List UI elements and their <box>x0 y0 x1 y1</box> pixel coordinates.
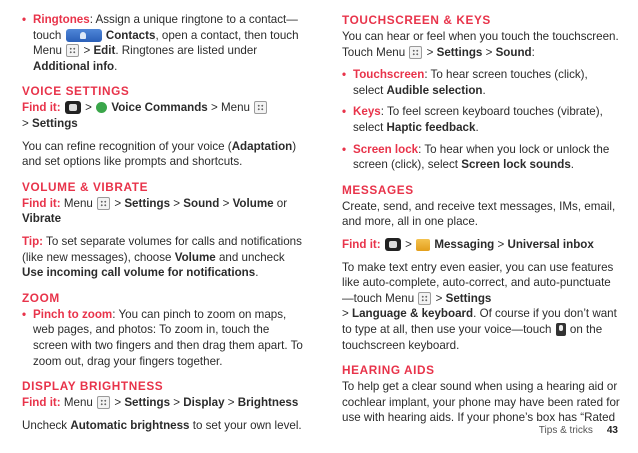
touchscreen-intro <box>342 29 620 60</box>
tip-label: Tip: <box>22 234 44 248</box>
haptic-feedback-label: Haptic feedback <box>386 120 476 134</box>
desc-text: Uncheck <box>22 418 71 432</box>
separator: > <box>81 101 96 115</box>
volume-tip <box>22 234 304 281</box>
messaging-label: Messaging <box>434 237 495 251</box>
contacts-label: Contacts <box>105 28 156 42</box>
hearing-desc: To help get a clear sound when using a hearing aid or cochlear implant, your phone may have been rated for use with hearing aids. If your phone’s box has “Rated <box>342 380 620 425</box>
menu-text: > Menu <box>207 101 254 115</box>
display-label: Display <box>183 396 225 410</box>
separator: > <box>401 237 416 251</box>
separator: > <box>80 44 94 58</box>
menu-icon <box>418 292 431 305</box>
touchscreen-list <box>342 67 620 173</box>
separator: > <box>342 307 352 321</box>
colon: : <box>531 45 535 59</box>
bullet: • <box>342 142 347 156</box>
touchscreen-item <box>342 67 620 98</box>
menu-icon <box>66 44 79 57</box>
hearing-heading: HEARING AIDS <box>342 363 435 378</box>
bullet: • <box>22 307 27 321</box>
left-column <box>22 12 304 442</box>
messages-desc <box>342 260 620 354</box>
ringtones-label: Ringtones <box>33 13 90 26</box>
volume-label: Volume <box>232 196 274 210</box>
volume-heading: VOLUME & VIBRATE <box>22 179 149 194</box>
item-text: : To feel screen keyboard touches (vibrate), select <box>353 105 603 134</box>
findit-label: Find it: <box>22 396 61 410</box>
findit-label: Find it: <box>342 237 381 251</box>
voice-settings-findit <box>22 100 304 131</box>
brightness-findit <box>22 395 304 411</box>
separator: > <box>170 196 184 210</box>
settings-label: Settings <box>32 116 78 130</box>
zoom-list <box>22 307 304 369</box>
brightness-heading: DISPLAY BRIGHTNESS <box>22 379 164 394</box>
page-footer <box>539 423 618 439</box>
voice-settings-section <box>22 83 304 169</box>
messaging-icon <box>416 239 430 251</box>
pinch-label: Pinch to zoom <box>33 307 113 321</box>
screen-lock-label: Screen lock <box>353 142 419 156</box>
bullet: • <box>342 68 347 82</box>
menu-icon <box>254 101 267 114</box>
menu-text: Menu <box>60 396 97 410</box>
voice-settings-desc <box>22 139 304 170</box>
messages-section <box>342 182 620 353</box>
desc-text: . Of course if you don’t want to type at all, then use your voice—touch <box>342 307 617 336</box>
menu-icon <box>97 396 110 409</box>
hearing-section <box>342 362 620 426</box>
additional-info-label: Additional info <box>33 59 115 73</box>
period: . <box>475 120 479 134</box>
intro-text: You can hear or feel when you touch the touchscreen. Touch Menu <box>342 30 619 59</box>
voice-commands-label: Voice Commands <box>111 101 208 115</box>
edit-label: Edit <box>93 44 116 58</box>
brightness-section <box>22 378 304 433</box>
brightness-label: Brightness <box>237 396 299 410</box>
adaptation-label: Adaptation <box>231 139 293 153</box>
desc-text: To make text entry even easier, you can use features like auto-complete, auto-correct, and auto-punctuate—touch Menu <box>342 260 614 305</box>
use-incoming-label: Use incoming call volume for notifications <box>22 266 256 280</box>
touchscreen-section <box>342 12 620 173</box>
ringtones-text: : Assign a unique ringtone to a contact—touch <box>33 13 298 42</box>
ringtones-item <box>22 12 304 74</box>
separator: > <box>170 396 184 410</box>
period: . <box>114 59 118 73</box>
zoom-heading: ZOOM <box>22 290 60 305</box>
desc-text: on the touchscreen keyboard. <box>342 322 603 352</box>
contacts-icon <box>66 29 102 42</box>
volume-findit <box>22 196 304 227</box>
separator: > <box>423 45 437 59</box>
right-column <box>342 12 620 435</box>
messages-intro: Create, send, and receive text messages, IMs, email, and more, all in one place. <box>342 199 616 229</box>
zoom-section <box>22 290 304 369</box>
findit-label: Find it: <box>22 196 61 210</box>
voice-settings-heading: VOICE SETTINGS <box>22 84 130 99</box>
item-text: : To hear screen touches (click), select <box>353 68 588 97</box>
microphone-icon <box>556 323 566 336</box>
automatic-brightness-label: Automatic brightness <box>70 418 190 432</box>
separator: > <box>22 116 32 130</box>
vibrate-label: Vibrate <box>22 212 62 226</box>
item-text: : To hear when you lock or unlock the screen (click), select <box>353 142 610 172</box>
keys-label: Keys <box>353 105 381 119</box>
home-icon <box>65 101 81 114</box>
settings-label: Settings <box>445 291 492 305</box>
bullet: • <box>22 13 27 26</box>
universal-inbox-label: Universal inbox <box>507 237 594 251</box>
volume-section <box>22 179 304 281</box>
tip-volume-label: Volume <box>174 250 216 264</box>
separator: > <box>111 196 125 210</box>
messages-heading: MESSAGES <box>342 182 414 197</box>
desc-text: ) and set options like prompts and shortcuts. <box>22 139 297 169</box>
keys-item <box>342 104 620 135</box>
voice-icon <box>96 102 107 113</box>
separator: > <box>494 237 508 251</box>
separator: > <box>111 396 125 410</box>
separator: > <box>432 291 446 305</box>
tip-text: and uncheck <box>215 250 285 264</box>
period: . <box>482 83 486 97</box>
desc-text: You can refine recognition of your voice ( <box>22 139 232 153</box>
separator: > <box>224 396 238 410</box>
or-text: or <box>273 196 288 210</box>
separator: > <box>482 45 496 59</box>
brightness-desc <box>22 418 304 434</box>
findit-label: Find it: <box>22 101 61 115</box>
menu-icon <box>409 46 422 59</box>
touchscreen-label: Touchscreen <box>353 68 425 82</box>
period: . <box>255 266 259 280</box>
ringtones-list <box>22 12 304 74</box>
messages-findit <box>342 237 620 253</box>
language-keyboard-label: Language & keyboard <box>352 307 474 321</box>
screen-lock-sounds-label: Screen lock sounds <box>461 158 571 172</box>
ringtones-text: , open a contact, then touch Menu <box>33 28 299 58</box>
page-number: 43 <box>606 425 618 436</box>
touchscreen-heading: TOUCHSCREEN & KEYS <box>342 13 491 27</box>
bullet: • <box>342 105 347 119</box>
menu-icon <box>97 197 110 210</box>
ringtones-text: . Ringtones are listed under <box>115 44 258 58</box>
zoom-text: : You can pinch to zoom on maps, web pages, and photos: To zoom in, touch the screen with two fingers and then drag them apart. To zoom out, drag your fingers together. <box>33 307 303 368</box>
screen-lock-item <box>342 142 620 173</box>
tip-text: To set separate volumes for calls and notifications (like new messages), choose <box>22 234 302 264</box>
sound-label: Sound <box>183 196 220 210</box>
zoom-item <box>22 307 304 369</box>
separator: > <box>219 196 233 210</box>
desc-text: to set your own level. <box>189 418 302 432</box>
settings-label: Settings <box>124 196 171 210</box>
footer-section: Tips & tricks <box>538 425 593 436</box>
period: . <box>570 158 575 172</box>
menu-text: Menu <box>60 196 97 210</box>
settings-label: Settings <box>124 396 171 410</box>
settings-label: Settings <box>436 45 483 59</box>
audible-selection-label: Audible selection <box>386 83 483 97</box>
sound-label: Sound <box>495 45 532 59</box>
home-icon <box>385 238 401 251</box>
